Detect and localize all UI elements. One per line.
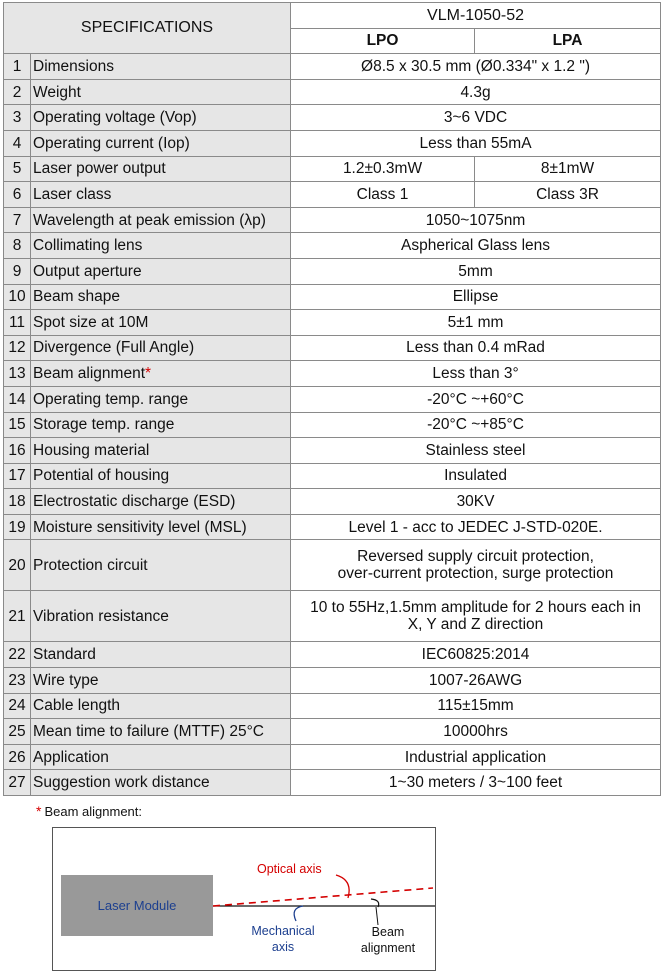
row-value-lpa: Class 3R [475,182,661,208]
row-value: Less than 3° [291,361,661,387]
table-row [4,438,661,464]
row-value: 1050~1075nm [291,207,661,233]
row-value [291,591,661,642]
laser-module-label: Laser Module [97,898,177,913]
row-label [31,668,291,694]
table-row [4,719,661,745]
row-label-text: Spot size at 10M [33,313,149,331]
table-row [4,79,661,105]
table-row [4,591,661,642]
row-value: Stainless steel [291,438,661,464]
row-label [31,207,291,233]
mechanical-axis-line2: axis [271,939,295,954]
optical-axis-label: Optical axis [257,862,322,876]
table-row [4,130,661,156]
row-label-text: Divergence (Full Angle) [33,339,195,357]
row-number: 18 [4,489,31,515]
row-label-text: Mean time to failure (MTTF) 25°C [33,723,265,741]
row-label-text: Dimensions [33,57,114,75]
row-label-text: Weight [33,83,81,101]
table-row [4,310,661,336]
row-label [31,719,291,745]
beam-alignment-line2: alignment [360,940,416,955]
row-value: Ø8.5 x 30.5 mm (Ø0.334" x 1.2 ") [291,54,661,80]
beam-alignment-line1: Beam [371,925,405,939]
row-value-line: over-current protection, surge protection [337,565,614,583]
mechanical-axis-line1: Mechanical [251,924,315,938]
table-row [4,361,661,387]
row-number: 9 [4,258,31,284]
table-row [4,54,661,80]
row-label-text: Operating voltage (Vop) [33,109,197,127]
note-text: Beam alignment: [44,804,143,819]
row-label [31,284,291,310]
row-number: 1 [4,54,31,80]
table-row [4,233,661,259]
row-value: 4.3g [291,79,661,105]
table-row [4,540,661,591]
row-label-text: Laser power output [33,160,166,178]
row-number: 8 [4,233,31,259]
row-label-text: Storage temp. range [33,416,175,434]
row-label [31,463,291,489]
table-row [4,693,661,719]
table-row [4,207,661,233]
row-label [31,642,291,668]
row-value [291,540,661,591]
row-number: 10 [4,284,31,310]
row-number: 2 [4,79,31,105]
row-value: Ellipse [291,284,661,310]
row-number: 21 [4,591,31,642]
row-label-text: Vibration resistance [33,607,169,625]
row-label [31,105,291,131]
asterisk-mark: * [145,365,152,383]
row-label [31,744,291,770]
row-label [31,514,291,540]
row-label [31,591,291,642]
table-row [4,412,661,438]
row-value-line: 10 to 55Hz,1.5mm amplitude for 2 hours each in [310,599,641,617]
row-value: 5mm [291,258,661,284]
row-label [31,693,291,719]
row-number: 11 [4,310,31,336]
row-number: 19 [4,514,31,540]
row-label-text: Standard [33,646,96,664]
note-asterisk: * [36,803,42,819]
row-label [31,412,291,438]
table-row [4,668,661,694]
row-number: 26 [4,744,31,770]
row-number: 13 [4,361,31,387]
row-number: 20 [4,540,31,591]
row-number: 22 [4,642,31,668]
lpa-header: LPA [475,28,661,54]
row-number: 6 [4,182,31,208]
table-row [4,463,661,489]
row-value: 115±15mm [291,693,661,719]
row-value-lpo: 1.2±0.3mW [291,156,475,182]
row-value: IEC60825:2014 [291,642,661,668]
lpo-header: LPO [291,28,475,54]
table-row [4,489,661,515]
row-value: 10000hrs [291,719,661,745]
row-number: 16 [4,438,31,464]
row-label-text: Operating current (Iop) [33,134,190,152]
row-label [31,361,291,387]
row-value: 3~6 VDC [291,105,661,131]
table-row [4,770,661,796]
row-value: Less than 55mA [291,130,661,156]
row-label-text: Moisture sensitivity level (MSL) [33,518,247,536]
row-number: 3 [4,105,31,131]
beam-alignment-label [351,925,425,956]
row-number: 24 [4,693,31,719]
table-row [4,284,661,310]
row-value: Insulated [291,463,661,489]
row-value-line: Reversed supply circuit protection, [357,548,594,566]
row-label-text: Laser class [33,185,112,203]
row-label-text: Wire type [33,671,99,689]
model-header: VLM-1050-52 [291,3,661,29]
row-value: 5±1 mm [291,310,661,336]
row-number: 4 [4,130,31,156]
beam-alignment-note [36,803,142,819]
row-value: Less than 0.4 mRad [291,335,661,361]
mechanical-pointer [294,906,303,921]
row-label [31,54,291,80]
row-value: Industrial application [291,744,661,770]
row-label [31,770,291,796]
row-label-text: Application [33,748,109,766]
row-label-text: Operating temp. range [33,390,189,408]
row-label-text: Suggestion work distance [33,774,210,792]
table-row [4,156,661,182]
row-label-text: Cable length [33,697,121,715]
row-value: 30KV [291,489,661,515]
row-label [31,386,291,412]
row-value: -20°C ~+85°C [291,412,661,438]
row-label [31,438,291,464]
row-value: Aspherical Glass lens [291,233,661,259]
row-number: 27 [4,770,31,796]
table-row [4,514,661,540]
row-label [31,489,291,515]
row-value: 1~30 meters / 3~100 feet [291,770,661,796]
row-label-text: Potential of housing [33,467,170,485]
row-label [31,182,291,208]
beam-alignment-diagram [52,827,436,971]
table-row [4,182,661,208]
row-number: 5 [4,156,31,182]
table-row [4,642,661,668]
row-label-text: Beam alignment [33,365,146,383]
row-label-text: Electrostatic discharge (ESD) [33,493,236,511]
row-label [31,233,291,259]
row-number: 17 [4,463,31,489]
row-number: 7 [4,207,31,233]
mechanical-axis-label [243,924,323,955]
table-row [4,744,661,770]
row-value-line: X, Y and Z direction [407,616,544,634]
table-row [4,335,661,361]
optical-axis-line [213,888,433,906]
table-row [4,105,661,131]
row-label [31,258,291,284]
table-row [4,258,661,284]
row-label [31,335,291,361]
specifications-table [3,2,661,796]
row-label [31,130,291,156]
row-label [31,310,291,336]
row-label-text: Protection circuit [33,556,148,574]
beam-pointer [376,907,378,925]
row-label-text: Collimating lens [33,237,143,255]
row-label [31,79,291,105]
specifications-header: SPECIFICATIONS [4,3,291,54]
row-value: 1007-26AWG [291,668,661,694]
row-label [31,156,291,182]
row-value-lpo: Class 1 [291,182,475,208]
row-label-text: Wavelength at peak emission (λp) [33,211,266,229]
row-value: -20°C ~+60°C [291,386,661,412]
row-number: 14 [4,386,31,412]
table-row [4,386,661,412]
header-row [4,3,661,29]
row-number: 25 [4,719,31,745]
row-label [31,540,291,591]
row-value-lpa: 8±1mW [475,156,661,182]
row-label-text: Output aperture [33,262,142,280]
row-label-text: Beam shape [33,288,121,306]
row-number: 23 [4,668,31,694]
row-number: 15 [4,412,31,438]
row-value: Level 1 - acc to JEDEC J-STD-020E. [291,514,661,540]
row-number: 12 [4,335,31,361]
row-label-text: Housing material [33,441,150,459]
